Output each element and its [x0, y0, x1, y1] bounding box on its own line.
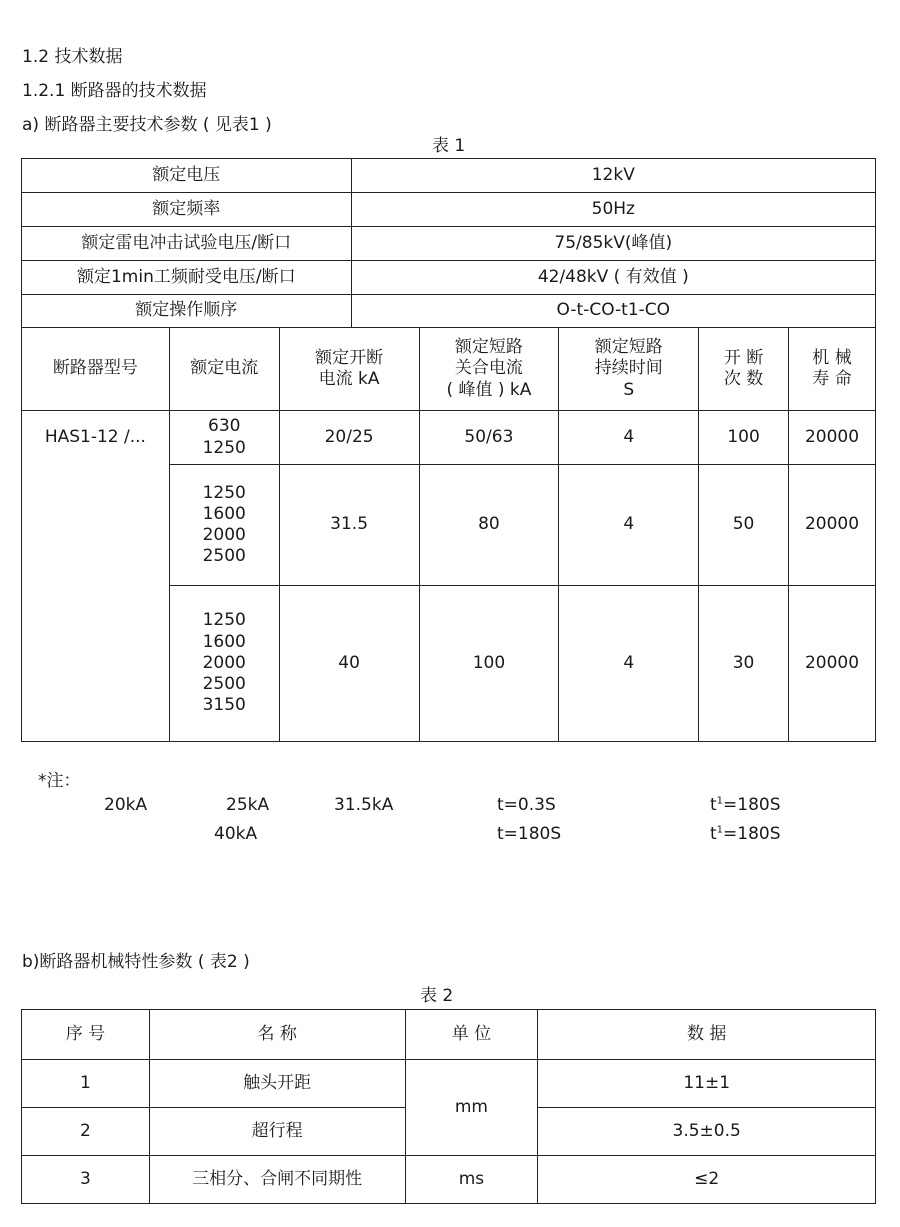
table2 [21, 1009, 876, 1204]
rated-current-cell: 1250 1600 2000 2500 3150 [169, 586, 279, 742]
item-b-heading: b)断路器机械特性参数 ( 表2 ) [22, 952, 250, 972]
table-row [22, 193, 876, 227]
unit-cell: mm [405, 1060, 538, 1156]
note-t1-base: t [710, 824, 717, 844]
note-value: 20kA [104, 795, 148, 815]
breaking-cell: 20/25 [279, 411, 419, 465]
life-cell: 20000 [789, 586, 876, 742]
note-t1 [710, 824, 781, 844]
table-row [22, 1156, 876, 1204]
header-mechanical-life: 机 械 寿 命 [789, 328, 876, 411]
duration-cell: 4 [559, 465, 699, 586]
rating-label: 额定雷电冲击试验电压/断口 [22, 227, 352, 261]
row-number: 3 [22, 1156, 150, 1204]
life-cell: 20000 [789, 465, 876, 586]
making-cell: 100 [419, 586, 559, 742]
table1-ratings [21, 158, 876, 328]
table-row [22, 227, 876, 261]
note-t1-rest: =180S [723, 795, 781, 815]
subsection-heading: 1.2.1 断路器的技术数据 [22, 81, 207, 101]
note-time: t=0.3S [497, 795, 556, 815]
table-header-row [22, 1010, 876, 1060]
rating-label: 额定电压 [22, 159, 352, 193]
duration-cell: 4 [559, 411, 699, 465]
header-unit: 单 位 [405, 1010, 538, 1060]
row-number: 2 [22, 1108, 150, 1156]
section-heading: 1.2 技术数据 [22, 47, 123, 67]
operations-cell: 100 [699, 411, 789, 465]
header-data: 数 据 [538, 1010, 876, 1060]
item-a-heading: a) 断路器主要技术参数 ( 见表1 ) [22, 115, 272, 135]
row-name: 超行程 [149, 1108, 405, 1156]
rating-label: 额定操作顺序 [22, 295, 352, 328]
table-row [22, 159, 876, 193]
operations-cell: 30 [699, 586, 789, 742]
note-t1-base: t [710, 795, 717, 815]
note-t1-sup: 1 [716, 795, 724, 807]
header-breaking-current: 额定开断 电流 kA [279, 328, 419, 411]
row-name: 三相分、合闸不同期性 [149, 1156, 405, 1204]
unit-cell: ms [405, 1156, 538, 1204]
table-row [22, 295, 876, 328]
operations-cell: 50 [699, 465, 789, 586]
rating-value: 50Hz [351, 193, 875, 227]
header-name: 名 称 [149, 1010, 405, 1060]
rating-value: O-t-CO-t1-CO [351, 295, 875, 328]
header-model: 断路器型号 [22, 328, 170, 411]
row-name: 触头开距 [149, 1060, 405, 1108]
breaking-cell: 31.5 [279, 465, 419, 586]
life-cell: 20000 [789, 411, 876, 465]
model-cell: HAS1-12 /... [22, 411, 170, 742]
making-cell: 80 [419, 465, 559, 586]
duration-cell: 4 [559, 586, 699, 742]
rating-label: 额定频率 [22, 193, 352, 227]
rating-value: 12kV [351, 159, 875, 193]
note-value: 25kA [226, 795, 270, 815]
table1-caption: 表 1 [432, 136, 466, 156]
note-t1-sup: 1 [716, 824, 724, 836]
note-time: t=180S [497, 824, 562, 844]
header-duration: 额定短路 持续时间 S [559, 328, 699, 411]
row-value: ≤2 [538, 1156, 876, 1204]
rated-current-cell: 1250 1600 2000 2500 [169, 465, 279, 586]
table-header-row [22, 328, 876, 411]
header-number: 序 号 [22, 1010, 150, 1060]
note-value: 40kA [214, 824, 258, 844]
table2-caption: 表 2 [420, 986, 454, 1006]
table1-models [21, 327, 876, 742]
table-row [22, 1060, 876, 1108]
table-row [22, 261, 876, 295]
note-t1-rest: =180S [723, 824, 781, 844]
breaking-cell: 40 [279, 586, 419, 742]
rating-value: 42/48kV ( 有效值 ) [351, 261, 875, 295]
note-value: 31.5kA [334, 795, 394, 815]
row-value: 11±1 [538, 1060, 876, 1108]
rating-value: 75/85kV(峰值) [351, 227, 875, 261]
row-value: 3.5±0.5 [538, 1108, 876, 1156]
header-operations: 开 断 次 数 [699, 328, 789, 411]
note-t1 [710, 795, 781, 815]
rating-label: 额定1min工频耐受电压/断口 [22, 261, 352, 295]
rated-current-cell: 630 1250 [169, 411, 279, 465]
table-row [22, 411, 876, 465]
header-making-current: 额定短路 关合电流 ( 峰值 ) kA [419, 328, 559, 411]
making-cell: 50/63 [419, 411, 559, 465]
note-label: *注： [38, 771, 81, 791]
header-rated-current: 额定电流 [169, 328, 279, 411]
row-number: 1 [22, 1060, 150, 1108]
